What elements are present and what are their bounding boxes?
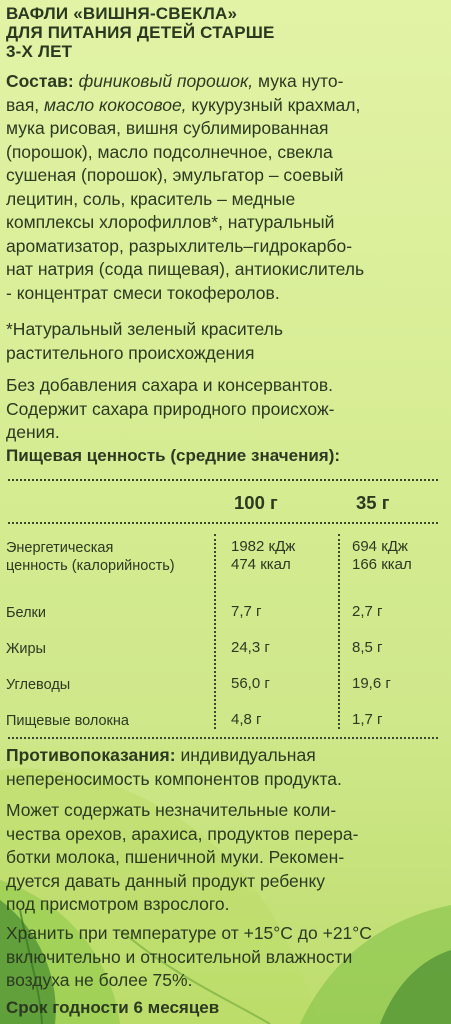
table-divider bbox=[8, 737, 438, 739]
energy-100g: 1982 кДж 474 ккал bbox=[231, 538, 296, 573]
nutrient-label: Белки bbox=[6, 605, 47, 621]
no-additives-line: Без добавления сахара и консервантов. bbox=[6, 375, 334, 395]
footnote-line: *Натуральный зеленый краситель bbox=[6, 319, 283, 339]
nutrient-label: Пищевые волокна bbox=[6, 713, 129, 729]
nutrient-label: Жиры bbox=[6, 641, 46, 657]
composition-label: Состав: bbox=[6, 71, 74, 91]
composition-text bbox=[6, 70, 444, 305]
energy-label: Энергетическая ценность (калорийность) bbox=[6, 540, 175, 574]
nutrient-value-100g: 4,8 г bbox=[231, 711, 262, 728]
table-divider bbox=[8, 479, 438, 481]
storage-conditions: Хранить при температуре от +15°С до +21°С включительно и относительной влажности воздуха не более 75%. bbox=[6, 923, 372, 990]
footnote-line: растительного происхождения bbox=[6, 342, 255, 363]
title-line: 3-Х ЛЕТ bbox=[6, 42, 73, 61]
composition-line: нат натрия (сода пищевая), антиокислитель bbox=[6, 259, 365, 279]
composition-line: комплексы хлорофиллов*, натуральный bbox=[6, 212, 335, 232]
nutrient-value-35g: 19,6 г bbox=[352, 675, 391, 692]
nutrient-value-100g: 7,7 г bbox=[231, 603, 262, 620]
column-separator bbox=[338, 534, 340, 729]
nutrient-label: Углеводы bbox=[6, 677, 71, 693]
product-title bbox=[6, 4, 436, 61]
contraindications-label: Противопоказания: bbox=[6, 745, 176, 765]
no-additives-line: Содержит сахара природного происхож- bbox=[6, 398, 335, 419]
nutrition-title: Пищевая ценность (средние значения): bbox=[6, 446, 341, 465]
allergen-warning: Может содержать незначительные коли- чества орехов, арахиса, продуктов перера- ботки молока, пшеничной муки. Рекомен- дуется давать данный продукт ребенку под присмотром взрослого. bbox=[6, 800, 359, 914]
composition-line: сушеная (порошок), эмульгатор – соевый bbox=[6, 165, 344, 185]
nutrient-value-35g: 2,7 г bbox=[352, 603, 383, 620]
composition-line: ароматизатор, разрыхлитель–гидрокарбо- bbox=[6, 235, 353, 256]
title-line: ВАФЛИ «ВИШНЯ-СВЕКЛА» bbox=[6, 4, 238, 23]
column-header-35g: 35 г bbox=[356, 492, 390, 513]
nutrient-value-100g: 24,3 г bbox=[231, 639, 270, 656]
title-line: ДЛЯ ПИТАНИЯ ДЕТЕЙ СТАРШЕ bbox=[6, 23, 275, 42]
table-divider bbox=[8, 522, 438, 524]
composition-line: (порошок), масло подсолнечное, свекла bbox=[6, 141, 333, 162]
contraindications: Противопоказания: индивидуальная непереносимость компонентов продукта. bbox=[6, 745, 342, 789]
nutrient-value-100g: 56,0 г bbox=[231, 675, 270, 692]
no-additives-note bbox=[6, 374, 444, 445]
column-separator bbox=[214, 534, 216, 729]
nutrient-value-35g: 1,7 г bbox=[352, 711, 383, 728]
composition-line: мука рисовая, вишня сублимированная bbox=[6, 118, 329, 138]
nutrient-value-35g: 8,5 г bbox=[352, 639, 383, 656]
composition-line: Состав: финиковый порошок, мука нуто- bbox=[6, 71, 344, 91]
shelf-life: Срок годности 6 месяцев bbox=[6, 998, 220, 1017]
composition-line: вая, масло кокосовое, кукурузный крахмал, bbox=[6, 94, 361, 115]
no-additives-line: дения. bbox=[6, 422, 60, 442]
colorant-footnote bbox=[6, 318, 444, 365]
energy-35g: 694 кДж 166 ккал bbox=[352, 538, 412, 573]
column-header-100g: 100 г bbox=[234, 492, 278, 513]
composition-line: - концентрат смеси токоферолов. bbox=[6, 282, 280, 303]
composition-line: лецитин, соль, краситель – медные bbox=[6, 188, 296, 209]
